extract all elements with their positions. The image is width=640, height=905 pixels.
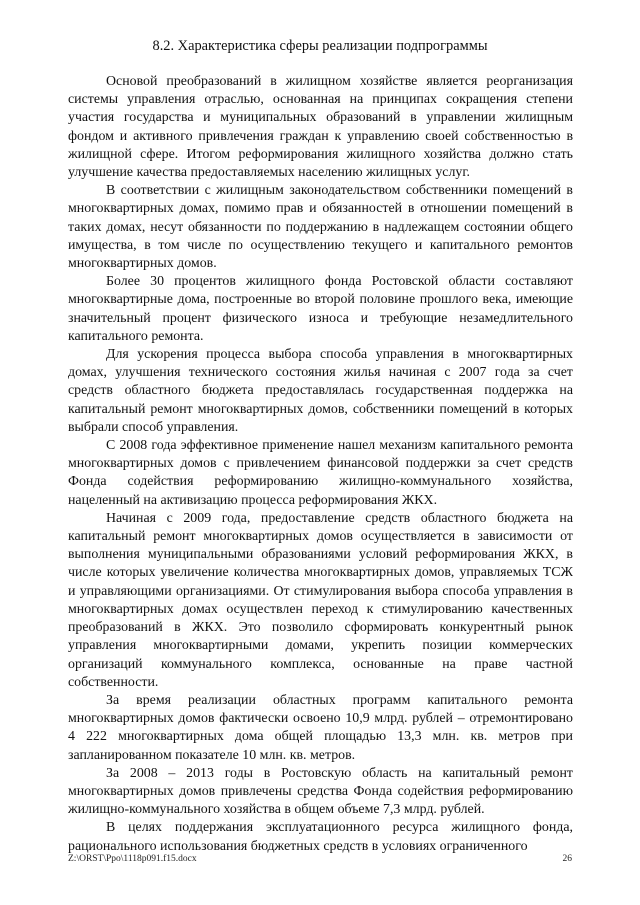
- paragraph-1: Основой преобразований в жилищном хозяйстве является реорганизация системы управления отраслью, основанная на принципах сокращения степени участия государства и муниципальных образований в управлении жилищным фондом и активного привлечения граждан к управлению своей собственностью в жилищной сфере. Итогом реформирования жилищного хозяйства должно стать улучшение качества предоставляемых населению жилищных услуг.: [68, 74, 573, 181]
- footer-page-number: 26: [562, 854, 572, 864]
- paragraph-7: За время реализации областных программ капитального ремонта многоквартирных домов фактически освоено 10,9 млрд. рублей – отремонтировано 4 222 многоквартирных дома общей площадью 13,3 млн. кв. метров при запланированном показателе 10 млн. кв. метров.: [68, 692, 573, 763]
- paragraph-4: Для ускорения процесса выбора способа управления в многоквартирных домах, улучшения технического состояния жилья начиная с 2007 года за счет средств областного бюджета предоставлялась государственная поддержка на капитальный ремонт многоквартирных домов, собственники помещений в которых выбрали способ управления.: [68, 347, 573, 435]
- paragraph-2: В соответствии с жилищным законодательством собственники помещений в многоквартирных домах, помимо прав и обязанностей в отношении помещений в таких домах, несут обязанности по поддержанию в надлежащем состоянии общего имущества, в том числе по осуществлению текущего и капитального ремонтов многоквартирных домов.: [68, 183, 573, 272]
- footer-file-path: Z:\ORST\Ppo\1118p091.f15.docx: [68, 854, 197, 864]
- paragraph-9: В целях поддержания эксплуатационного ресурса жилищного фонда, рационального использования бюджетных средств в условиях ограниченного: [68, 820, 573, 854]
- paragraph-5: С 2008 года эффективное применение нашел механизм капитального ремонта многоквартирных домов с привлечением финансовой поддержки за счет средств Фонда содействия реформированию жилищно-коммунального хозяйства, нацеленный на активизацию процесса реформирования ЖКХ.: [68, 438, 573, 508]
- section-heading: 8.2. Характеристика сферы реализации подпрограммы: [152, 38, 488, 54]
- paragraph-3: Более 30 процентов жилищного фонда Ростовской области составляют многоквартирные дома, построенные во второй половине прошлого века, имеющие значительный процент физического износа и требующие незамедлительного капитального ремонта.: [68, 274, 573, 344]
- paragraph-8: За 2008 – 2013 годы в Ростовскую область на капитальный ремонт многоквартирных домов привлечены средства Фонда содействия реформированию жилищно-коммунального хозяйства в общем объеме 7,3 млрд. рублей.: [68, 765, 573, 818]
- paragraph-6: Начиная с 2009 года, предоставление средств областного бюджета на капитальный ремонт многоквартирных домов осуществляется в зависимости от выполнения муниципальными образованиями условий реформирования ЖКХ, в числе которых увеличение количества многоквартирных домов, управляемых ТСЖ и управляющими организациями. От стимулирования выбора способа управления в многоквартирных домах осуществлен переход к стимулированию качественных преобразований в ЖКХ. Это позволило сформировать конкурентный рынок управления многоквартирными домами, укрепить позиции коммерческих организаций коммунального комплекса, основанные на праве частной собственности.: [68, 510, 573, 690]
- document-body: [68, 73, 573, 856]
